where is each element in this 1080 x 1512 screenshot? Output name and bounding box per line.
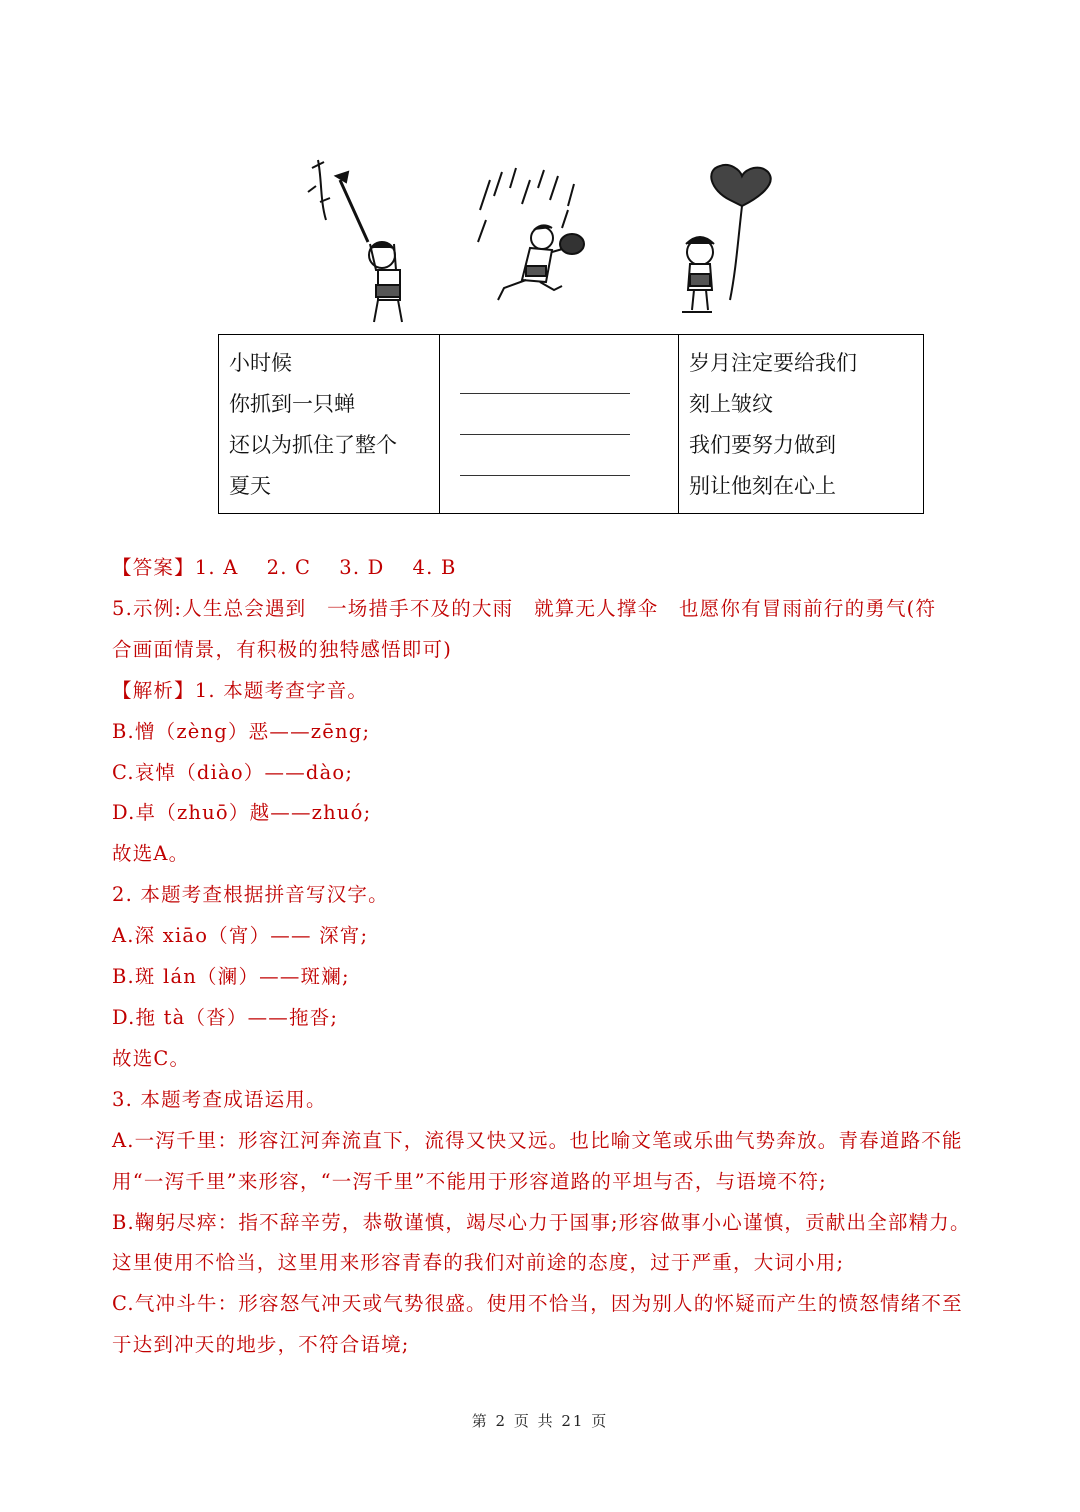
poem-right-cell [679, 335, 924, 514]
poem-left-cell [219, 335, 440, 514]
answer-line: 于达到冲天的地步，不符合语境; [112, 1333, 410, 1357]
page-footer: 第 2 页 共 21 页 [471, 1412, 609, 1430]
poem-left-line: 小时候 [229, 351, 292, 375]
answer-line: B.斑 lán（澜）——斑斓; [112, 965, 350, 989]
answer-line: B.鞠躬尽瘁：指不辞辛劳，恭敬谨慎，竭尽心力于国事;形容做事小心谨慎，贡献出全部精力。 [112, 1210, 971, 1234]
answer-blank-line [460, 343, 630, 394]
answer-line: 2. 本题考查根据拼音写汉字。 [112, 883, 389, 907]
answer-line: 【答案】1. A 2. C 3. D 4. B [112, 556, 457, 579]
answer-line: A.一泻千里：形容江河奔流直下，流得又快又远。也比喻文笔或乐曲气势奔放。青春道路不能 [112, 1128, 963, 1152]
poem-right-line: 我们要努力做到 [689, 433, 836, 457]
answer-line: B.憎（zèng）恶——zēng; [112, 719, 371, 743]
answer-line: A.深 xiāo（宵）—— 深宵; [112, 924, 369, 948]
poem-blank-cell [440, 335, 679, 514]
girl-with-balloon-illustration [682, 165, 771, 312]
poem-left-line: 还以为抓住了整个 [229, 433, 397, 457]
answer-line: 5.示例:人生总会遇到 一场措手不及的大雨 就算无人撑伞 也愿你有冒雨前行的勇气(符 [112, 596, 937, 620]
answer-line: 用“一泻千里”来形容，“一泻千里”不能用于形容道路的平坦与否，与语境不符; [112, 1169, 827, 1193]
answer-blank-line [460, 435, 630, 476]
answer-line: 3. 本题考查成语运用。 [112, 1087, 327, 1111]
poem-right-line: 别让他刻在心上 [689, 474, 836, 498]
answer-blank-line [460, 394, 630, 435]
poem-right-line: 刻上皱纹 [689, 392, 773, 416]
answer-line: D.拖 tà（沓）——拖沓; [112, 1005, 339, 1029]
poem-left-line: 夏天 [229, 474, 271, 498]
answer-line: 【解析】1. 本题考查字音。 [112, 678, 369, 702]
answer-line: 故选A。 [112, 842, 190, 866]
comic-illustrations [290, 140, 810, 330]
poem-left-line: 你抓到一只蝉 [229, 392, 355, 416]
answer-section [112, 548, 982, 1366]
poem-table [218, 334, 924, 514]
answer-line: D.卓（zhuō）越——zhuó; [112, 801, 372, 825]
answer-line: C.哀悼（diào）——dào; [112, 760, 354, 784]
boy-catching-cicada-illustration [308, 160, 402, 322]
boy-in-rain-illustration [478, 168, 584, 300]
answer-line: C.气冲斗牛：形容怒气冲天或气势很盛。使用不恰当，因为别人的怀疑而产生的愤怒情绪不至 [112, 1292, 963, 1316]
answer-line: 故选C。 [112, 1046, 191, 1070]
answer-line: 合画面情景，有积极的独特感悟即可) [112, 637, 453, 661]
answer-line: 这里使用不恰当，这里用来形容青春的我们对前途的态度，过于严重，大词小用; [112, 1251, 845, 1275]
poem-right-line: 岁月注定要给我们 [689, 351, 857, 375]
